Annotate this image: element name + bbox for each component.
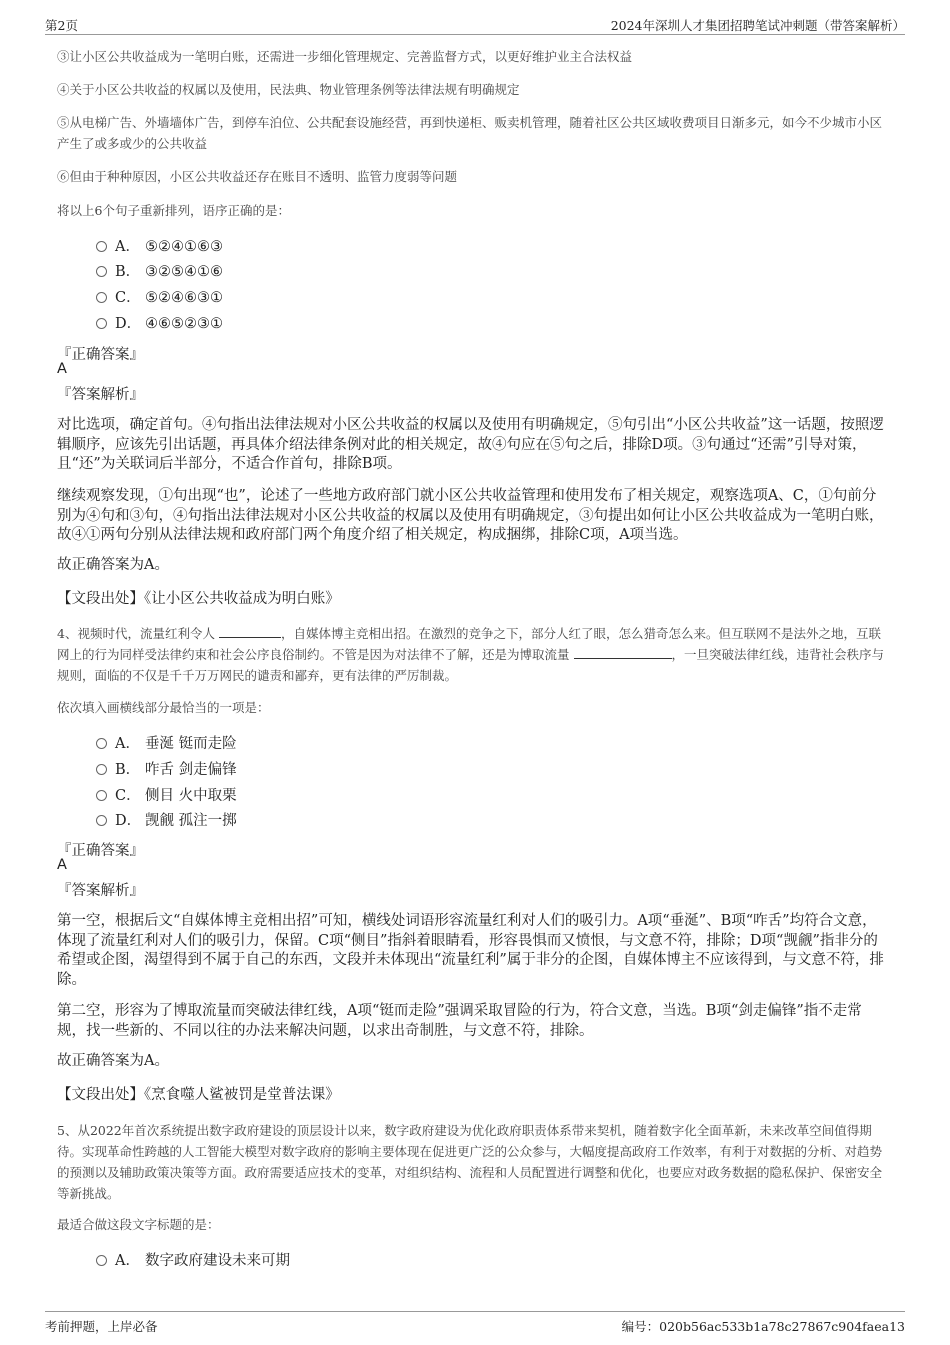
document-id: 编号：020b56ac533b1a78c27867c904faea13	[621, 1319, 905, 1334]
radio-icon[interactable]	[96, 318, 107, 329]
source-citation: 【文段出处】《让小区公共收益成为明白账》	[57, 591, 340, 607]
analysis-label: 『答案解析』	[57, 387, 144, 403]
document-title: 2024年深圳人才集团招聘笔试冲刺题（带答案解析）	[610, 18, 905, 33]
sentence-3: ③让小区公共收益成为一笔明白账，还需进一步细化管理规定、完善监督方式，以更好维护业主合法权益	[57, 49, 633, 64]
option-c[interactable]: C． ⑤②④⑥③①	[96, 288, 223, 308]
radio-icon[interactable]	[96, 292, 107, 303]
radio-icon[interactable]	[96, 266, 107, 277]
sentence-6: ⑥但由于种种原因，小区公共收益还存在账目不透明、监管力度弱等问题	[57, 169, 458, 184]
answer-label: 『正确答案』	[57, 347, 144, 363]
radio-icon[interactable]	[96, 241, 107, 252]
option-a[interactable]: A． ⑤②④①⑥③	[96, 237, 223, 257]
question-prompt: 将以上6个句子重新排列，语序正确的是：	[57, 203, 290, 218]
fill-blank	[574, 646, 672, 659]
option-d[interactable]: D． ④⑥⑤②③①	[96, 314, 223, 334]
analysis-label: 『答案解析』	[57, 883, 144, 899]
radio-icon[interactable]	[96, 1255, 107, 1266]
option-d[interactable]: D． 觊觎 孤注一掷	[96, 811, 237, 831]
fill-blank	[219, 625, 281, 638]
page-footer	[45, 1311, 905, 1338]
option-a[interactable]: A． 垂涎 铤而走险	[96, 734, 237, 754]
option-b[interactable]: B． ③②⑤④①⑥	[96, 262, 223, 282]
question-prompt: 最适合做这段文字标题的是：	[57, 1217, 220, 1232]
analysis-paragraph: 对比选项，确定首句。④句指出法律法规对小区公共收益的权属以及使用有明确规定，⑤句引出“小区公共收益”这一话题，按照逻辑顺序，应该先引出话题，再具体介绍法律条例对此的相关规定，故④句应在⑤句之后，排除D项。③句通过“还需”引导对策，且“还”为关联词后半部分，不适合作首句，排除B项。	[57, 417, 884, 472]
analysis-paragraph: 继续观察发现，①句出现“也”，论述了一些地方政府部门就小区公共收益管理和使用发布了相关规定，观察选项A、C，①句前分别为④句和③句，④句指出法律法规对小区公共收益的权属以及使用有明确规定，③句提出如何让小区公共收益成为一笔明白账，故④①两句分别从法律法规和政府部门两个角度介绍了相关规定，构成捆绑，排除C项，A项当选。	[57, 488, 884, 543]
radio-icon[interactable]	[96, 815, 107, 826]
question-stem: 5、从2022年首次系统提出数字政府建设的顶层设计以来，数字政府建设为优化政府职责体系带来契机，随着数字化全面革新，未来改革空间值得期待。实现革命性跨越的人工智能大模型对数字政府的影响主要体现在促进更广泛的公众参与，大幅度提高政府工作效率，有利于对数据的分析、对趋势的预测以及辅助政策决策等方面。政府需要适应技术的变革，对组织结构、流程和人员配置进行调整和优化，也要应对政务数据的隐私保护、保密安全等新挑战。	[57, 1123, 883, 1201]
conclusion: 故正确答案为A。	[57, 557, 169, 573]
page-header	[45, 14, 905, 35]
sentence-4: ④关于小区公共收益的权属以及使用，民法典、物业管理条例等法律法规有明确规定	[57, 82, 520, 97]
page-number: 第2页	[45, 18, 78, 33]
source-citation: 【文段出处】《烹食噬人鲨被罚是堂普法课》	[57, 1087, 340, 1103]
analysis-paragraph: 第一空，根据后文“自媒体博主竞相出招”可知，横线处词语形容流量红利对人们的吸引力。A项“垂涎”、B项“咋舌”均符合文意，体现了流量红利对人们的吸引力，保留。C项“侧目”指斜着眼睛看，形容畏惧而又愤恨，与文意不符，排除；D项“觊觎”指非分的希望或企图，渴望得到不属于自己的东西，文段并未体现出“流量红利”属于非分的企图，自媒体博主不应该得到，与文意不符，排除。	[57, 913, 884, 988]
radio-icon[interactable]	[96, 790, 107, 801]
radio-icon[interactable]	[96, 738, 107, 749]
option-c[interactable]: C． 侧目 火中取栗	[96, 786, 237, 806]
option-a[interactable]: A． 数字政府建设未来可期	[96, 1251, 290, 1271]
footer-slogan: 考前押题，上岸必备	[45, 1319, 158, 1334]
analysis-paragraph: 第二空，形容为了博取流量而突破法律红线，A项“铤而走险”强调采取冒险的行为，符合文意，当选。B项“剑走偏锋”指不走常规，找一些新的、不同以往的办法来解决问题，以求出奇制胜，与文意不符，排除。	[57, 1003, 862, 1039]
radio-icon[interactable]	[96, 764, 107, 775]
question-prompt: 依次填入画横线部分最恰当的一项是：	[57, 700, 270, 715]
answer-label: 『正确答案』	[57, 843, 144, 859]
answer-value: A	[57, 857, 67, 873]
sentence-5: ⑤从电梯广告、外墙墙体广告，到停车泊位、公共配套设施经营，再到快递柜、贩卖机管理，随着社区公共区域收费项目日渐多元，如今不少城市小区产生了或多或少的公共收益	[57, 115, 883, 151]
answer-value: A	[57, 361, 67, 377]
conclusion: 故正确答案为A。	[57, 1053, 169, 1069]
option-b[interactable]: B． 咋舌 剑走偏锋	[96, 760, 237, 780]
question-stem: 4、视频时代，流量红利令人 ，自媒体博主竞相出招。在激烈的竞争之下，部分人红了眼，怎么猎奇怎么来。但互联网不是法外之地，互联网上的行为同样受法律约束和社会公序良俗制约。不管是因为对法律不了解，还是为博取流量 ，一旦突破法律红线，违背社会秩序与规则，面临的不仅是千千万万网民的谴责和鄙弃，更有法律的严厉制裁。	[57, 626, 885, 683]
